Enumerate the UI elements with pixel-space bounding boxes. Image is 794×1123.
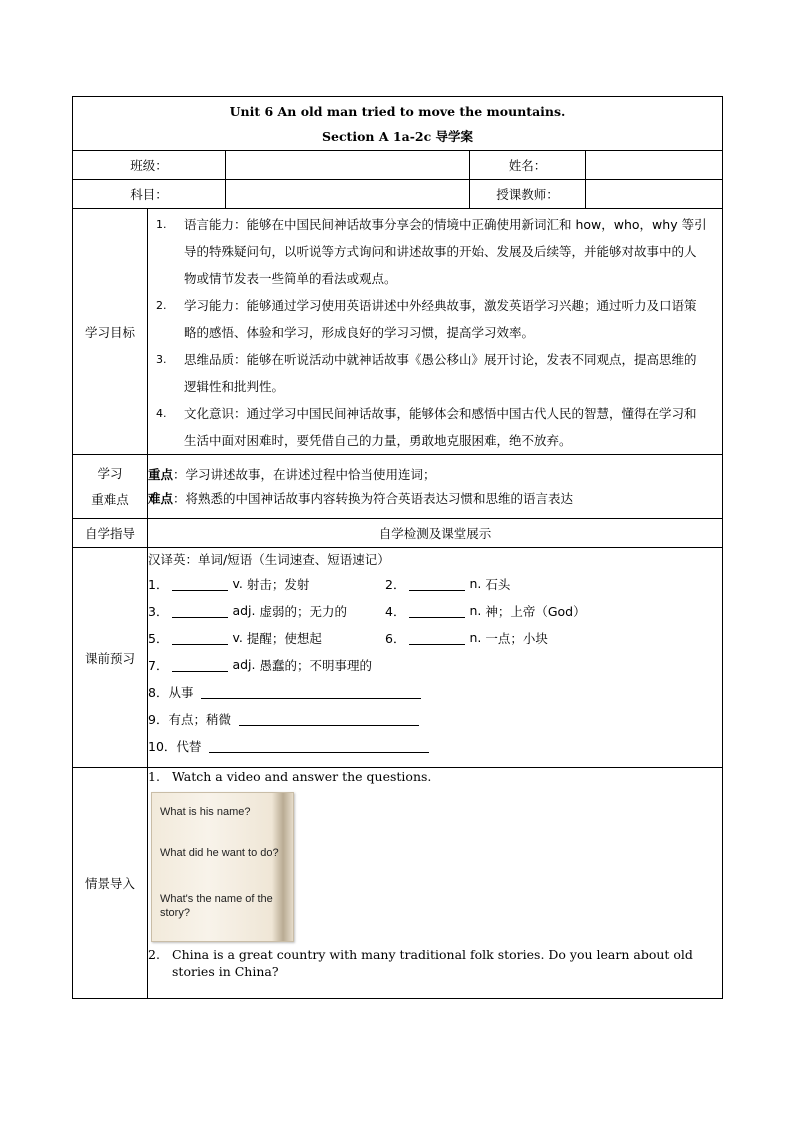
vocab-number: 1．	[148, 576, 169, 592]
subject-label: 科目：	[73, 180, 226, 209]
vocab-pos: n.	[469, 630, 482, 645]
vocab-pos: n.	[469, 576, 482, 591]
question-text: Watch a video and answer the questions.	[172, 769, 432, 784]
key-point	[148, 463, 722, 487]
phrase-number: 9．	[148, 711, 169, 727]
document-title	[73, 97, 723, 151]
vocab-pos: n.	[469, 603, 482, 618]
question-number: 1.	[148, 769, 160, 784]
vocab-item	[148, 575, 385, 593]
vocab-pos: v.	[232, 630, 243, 645]
goal-text: 语言能力：能够在中国民间神话故事分享会的情境中正确使用新词汇和 how，who，why 等引导的特殊疑问句，以听说等方式询问和讲述故事的开始、发展及后续等，并能够对故事中的人物或情节发表一些简单的看法或观点。	[184, 217, 707, 286]
goals-content	[148, 209, 723, 455]
teacher-label: 授课教师：	[470, 180, 586, 209]
key-points-label-line1: 学习	[97, 465, 123, 481]
preview-intro: 汉译英：单词/短语（生词速查、短语速记）	[148, 552, 390, 567]
question-text: China is a great country with many traditional folk stories. Do you learn about old stories in China?	[172, 947, 693, 979]
goal-item	[148, 292, 708, 346]
preview-content	[148, 548, 723, 768]
vocab-item	[385, 602, 622, 620]
situation-content	[148, 768, 723, 999]
answer-blank[interactable]	[409, 630, 465, 645]
vocab-item	[385, 575, 622, 593]
phrase-number: 8．	[148, 684, 169, 700]
study-guide-table	[72, 96, 723, 999]
video-thumbnail[interactable]	[151, 792, 294, 942]
phrase-text: 从事	[168, 684, 194, 700]
goals-label: 学习目标	[73, 209, 148, 455]
question-number: 2.	[148, 947, 160, 962]
answer-blank[interactable]	[239, 711, 419, 726]
vocab-meaning: 神；上帝（God）	[485, 603, 586, 619]
title-line-2: Section A 1a-2c 导学案	[321, 128, 474, 144]
teacher-field[interactable]	[586, 180, 723, 209]
vocab-number: 2．	[385, 576, 406, 592]
key-points-content	[148, 455, 723, 519]
name-field[interactable]	[586, 151, 723, 180]
vocab-number: 4．	[385, 603, 406, 619]
vocab-number: 6．	[385, 630, 406, 646]
goal-number: 3.	[156, 353, 167, 366]
goal-number: 1.	[156, 218, 167, 231]
answer-blank[interactable]	[209, 738, 429, 753]
vocab-number: 3．	[148, 603, 169, 619]
subject-field[interactable]	[226, 180, 470, 209]
class-field[interactable]	[226, 151, 470, 180]
phrase-row	[148, 732, 722, 759]
goal-number: 2.	[156, 299, 167, 312]
difficult-point	[148, 487, 722, 511]
vocab-pos: adj.	[232, 657, 256, 672]
key-points-label-line2: 重难点	[91, 491, 129, 507]
goal-text: 学习能力：能够通过学习使用英语讲述中外经典故事，激发英语学习兴趣；通过听力及口语策略的感悟、体验和学习，形成良好的学习习惯，提高学习效率。	[184, 298, 697, 340]
self-study-header: 自学检测及课堂展示	[148, 519, 723, 548]
vocab-pos: adj.	[232, 603, 256, 618]
phrase-number: 10．	[148, 738, 177, 754]
vocab-pos: v.	[232, 576, 243, 591]
vocab-meaning: 提醒；使想起	[246, 630, 322, 646]
video-question: What's the name of the story?	[160, 893, 273, 919]
phrase-row	[148, 678, 722, 705]
answer-blank[interactable]	[409, 576, 465, 591]
vocab-meaning: 一点；小块	[485, 630, 548, 646]
phrase-row	[148, 705, 722, 732]
self-study-label: 自学指导	[73, 519, 148, 548]
goal-item	[148, 211, 708, 292]
video-question: What is his name?	[160, 806, 251, 818]
question-2	[148, 946, 722, 980]
vocab-item	[148, 656, 372, 674]
answer-blank[interactable]	[172, 630, 228, 645]
vocab-row	[148, 597, 722, 624]
vocab-meaning: 虚弱的；无力的	[259, 603, 347, 619]
video-question: What did he want to do?	[160, 847, 279, 859]
situation-label: 情景导入	[73, 768, 148, 999]
answer-blank[interactable]	[201, 684, 421, 699]
vocab-item	[148, 602, 385, 620]
goal-text: 思维品质：能够在听说活动中就神话故事《愚公移山》展开讨论，发表不同观点，提高思维的逻辑性和批判性。	[184, 352, 697, 394]
vocab-item	[148, 629, 385, 647]
vocab-row	[148, 570, 722, 597]
answer-blank[interactable]	[172, 657, 228, 672]
phrase-text: 代替	[176, 738, 202, 754]
vocab-meaning: 石头	[485, 576, 511, 592]
key-point-text: ：学习讲述故事，在讲述过程中恰当使用连词；	[173, 466, 436, 482]
key-point-prefix: 重点	[148, 466, 174, 482]
title-line-1: Unit 6 An old man tried to move the mountains.	[229, 103, 566, 119]
goal-item	[148, 400, 708, 454]
difficult-point-text: ：将熟悉的中国神话故事内容转换为符合英语表达习惯和思维的语言表达	[173, 490, 574, 506]
answer-blank[interactable]	[409, 603, 465, 618]
vocab-meaning: 射击；发射	[246, 576, 310, 592]
vocab-row	[148, 651, 722, 678]
preview-label: 课前预习	[73, 548, 148, 768]
goal-text: 文化意识：通过学习中国民间神话故事，能够体会和感悟中国古代人民的智慧，懂得在学习和生活中面对困难时，要凭借自己的力量，勇敢地克服困难，绝不放弃。	[184, 406, 697, 448]
vocab-meaning: 愚蠢的；不明事理的	[259, 657, 372, 673]
goal-item	[148, 346, 708, 400]
class-label: 班级：	[73, 151, 226, 180]
goal-number: 4.	[156, 407, 167, 420]
goals-list	[148, 211, 722, 454]
answer-blank[interactable]	[172, 576, 228, 591]
vocab-number: 7．	[148, 657, 169, 673]
key-points-label	[73, 455, 148, 519]
phrase-text: 有点；稍微	[168, 711, 231, 727]
question-1	[148, 768, 722, 786]
difficult-point-prefix: 难点	[148, 490, 174, 506]
answer-blank[interactable]	[172, 603, 228, 618]
name-label: 姓名：	[470, 151, 586, 180]
vocab-row	[148, 624, 722, 651]
vocab-number: 5．	[148, 630, 169, 646]
vocab-item	[385, 629, 622, 647]
